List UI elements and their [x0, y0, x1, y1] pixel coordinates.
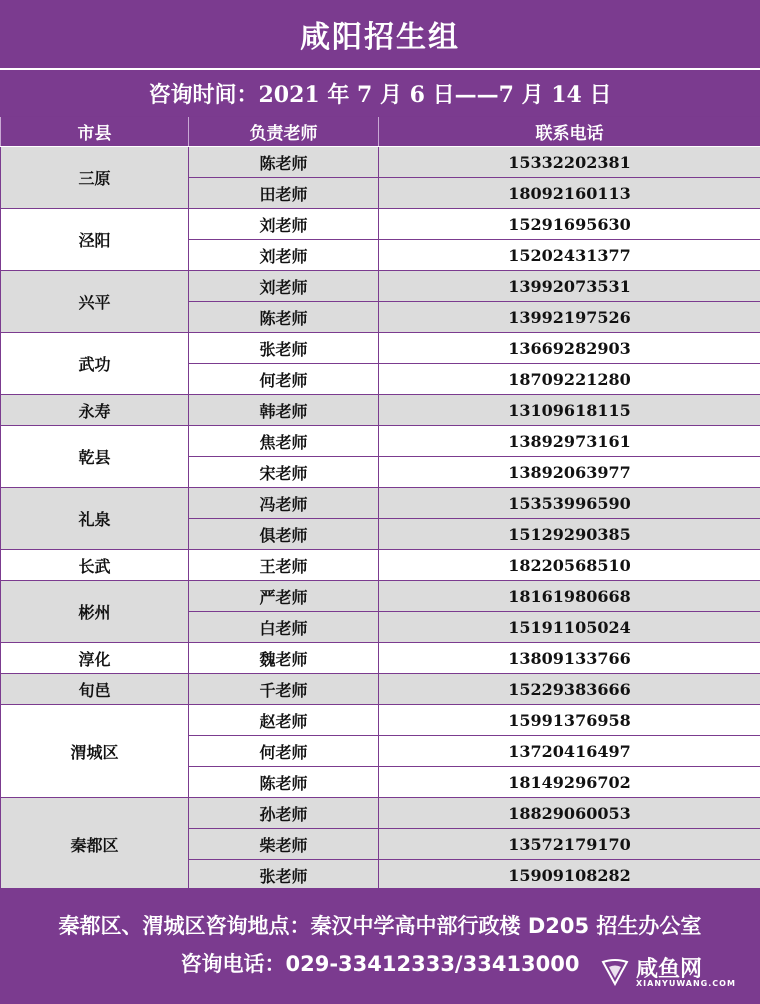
county-cell: 长武 [1, 550, 189, 581]
consult-period: 咨询时间：2021 年 7 月 6 日——7 月 14 日 [0, 70, 760, 116]
teacher-cell: 张老师 [189, 333, 379, 364]
county-cell: 三原 [1, 147, 189, 209]
phone-cell: 15202431377 [379, 240, 760, 271]
table-row [1, 798, 760, 829]
county-cell: 武功 [1, 333, 189, 395]
phone-cell: 15129290385 [379, 519, 760, 550]
table-row [1, 581, 760, 612]
fish-logo-icon [600, 956, 630, 986]
phone-cell: 15291695630 [379, 209, 760, 240]
teacher-cell: 陈老师 [189, 147, 379, 178]
teacher-cell: 柴老师 [189, 829, 379, 860]
teacher-cell: 陈老师 [189, 302, 379, 333]
county-cell: 淳化 [1, 643, 189, 674]
consult-location: 秦都区、渭城区咨询地点：秦汉中学高中部行政楼 D205 招生办公室 [58, 914, 702, 938]
teacher-cell: 王老师 [189, 550, 379, 581]
teacher-cell: 俱老师 [189, 519, 379, 550]
teacher-cell: 宋老师 [189, 457, 379, 488]
watermark-logo [600, 952, 750, 992]
phone-cell: 15332202381 [379, 147, 760, 178]
table-row [1, 550, 760, 581]
table-row [1, 209, 760, 240]
table-row [1, 271, 760, 302]
column-header-phone: 联系电话 [379, 117, 760, 147]
teacher-cell: 何老师 [189, 364, 379, 395]
phone-cell: 15353996590 [379, 488, 760, 519]
table-row [1, 488, 760, 519]
table-body [1, 147, 760, 891]
teacher-cell: 孙老师 [189, 798, 379, 829]
phone-cell: 13892063977 [379, 457, 760, 488]
teacher-cell: 焦老师 [189, 426, 379, 457]
teacher-cell: 刘老师 [189, 240, 379, 271]
teacher-cell: 白老师 [189, 612, 379, 643]
teacher-cell: 严老师 [189, 581, 379, 612]
table-row [1, 395, 760, 426]
phone-cell: 13809133766 [379, 643, 760, 674]
phone-cell: 13572179170 [379, 829, 760, 860]
teacher-cell: 冯老师 [189, 488, 379, 519]
phone-cell: 15229383666 [379, 674, 760, 705]
phone-cell: 13720416497 [379, 736, 760, 767]
phone-cell: 13992197526 [379, 302, 760, 333]
phone-cell: 18161980668 [379, 581, 760, 612]
phone-cell: 15909108282 [379, 860, 760, 891]
phone-cell: 15991376958 [379, 705, 760, 736]
teacher-cell: 田老师 [189, 178, 379, 209]
table-header-row [1, 117, 760, 147]
county-cell: 乾县 [1, 426, 189, 488]
county-cell: 兴平 [1, 271, 189, 333]
column-header-county: 市县 [1, 117, 189, 147]
phone-cell: 13992073531 [379, 271, 760, 302]
county-cell: 秦都区 [1, 798, 189, 891]
teacher-cell: 陈老师 [189, 767, 379, 798]
watermark-name: 咸鱼网 [636, 957, 703, 982]
contact-table [0, 117, 760, 891]
teacher-cell: 张老师 [189, 860, 379, 891]
phone-cell: 18149296702 [379, 767, 760, 798]
phone-cell: 13892973161 [379, 426, 760, 457]
footer [0, 888, 760, 1004]
phone-cell: 13109618115 [379, 395, 760, 426]
phone-cell: 18220568510 [379, 550, 760, 581]
page-title: 咸阳招生组 [0, 0, 760, 70]
table-row [1, 705, 760, 736]
column-header-teacher: 负责老师 [189, 117, 379, 147]
phone-cell: 18092160113 [379, 178, 760, 209]
county-cell: 礼泉 [1, 488, 189, 550]
table-row [1, 333, 760, 364]
teacher-cell: 魏老师 [189, 643, 379, 674]
phone-cell: 18829060053 [379, 798, 760, 829]
county-cell: 永寿 [1, 395, 189, 426]
county-cell: 渭城区 [1, 705, 189, 798]
teacher-cell: 赵老师 [189, 705, 379, 736]
county-cell: 旬邑 [1, 674, 189, 705]
phone-cell: 18709221280 [379, 364, 760, 395]
county-cell: 彬州 [1, 581, 189, 643]
teacher-cell: 刘老师 [189, 271, 379, 302]
phone-cell: 13669282903 [379, 333, 760, 364]
teacher-cell: 刘老师 [189, 209, 379, 240]
table-row [1, 643, 760, 674]
table-row [1, 147, 760, 178]
phone-cell: 15191105024 [379, 612, 760, 643]
teacher-cell: 千老师 [189, 674, 379, 705]
teacher-cell: 何老师 [189, 736, 379, 767]
teacher-cell: 韩老师 [189, 395, 379, 426]
consult-phone: 咨询电话：029-33412333/33413000 [180, 952, 580, 976]
table-row [1, 674, 760, 705]
table-row [1, 426, 760, 457]
watermark-domain: XIANYUWANG.COM [636, 979, 736, 988]
county-cell: 泾阳 [1, 209, 189, 271]
